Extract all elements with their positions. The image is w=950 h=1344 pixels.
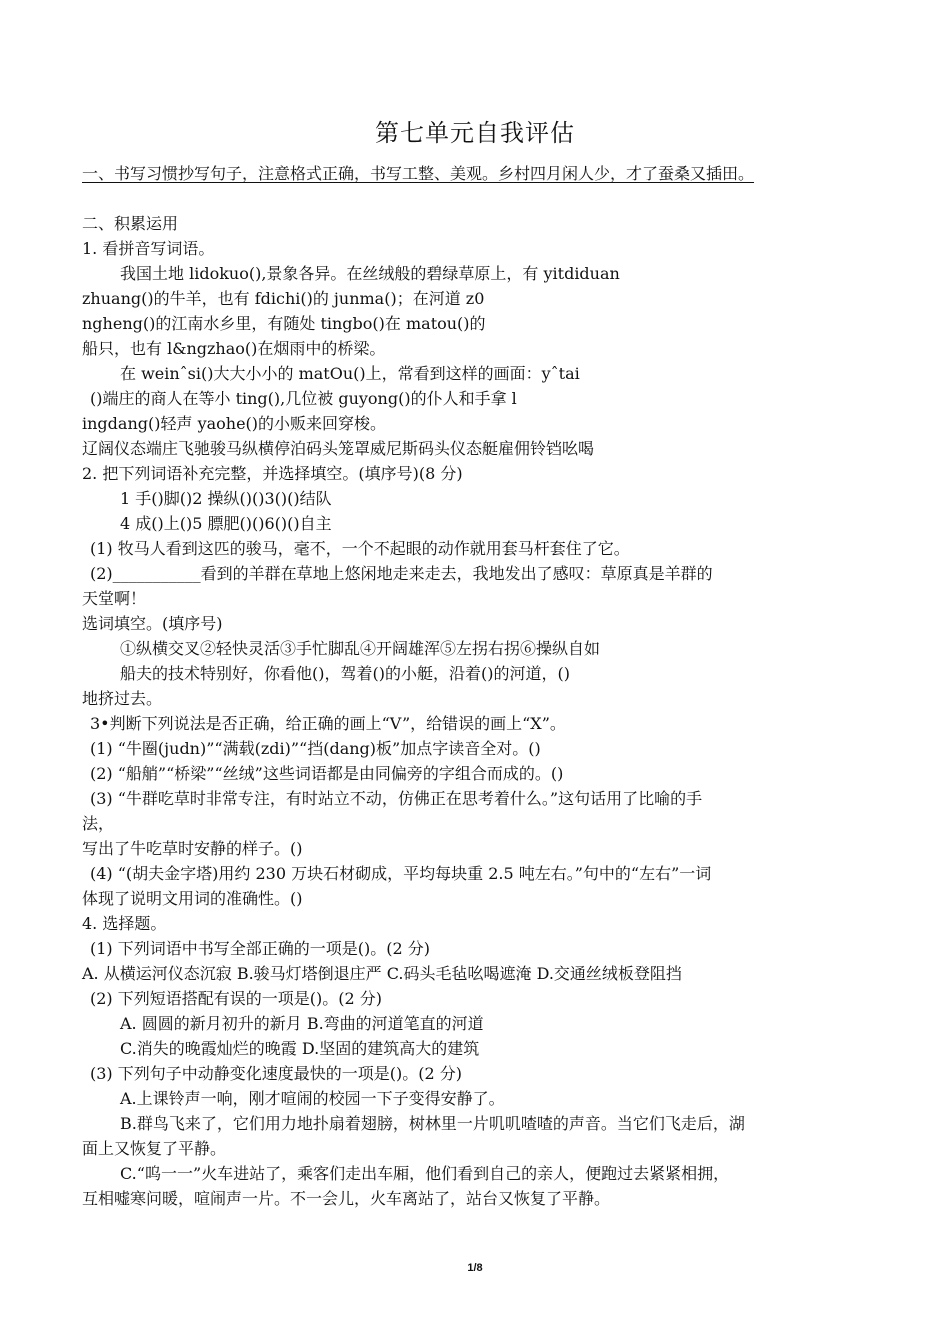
text-line: (2) 下列短语搭配有误的一项是()。(2 分) — [90, 989, 382, 1008]
text-line: A. 从横运河仪态沉寂 B.骏马灯塔倒退庄严 C.码头毛毡吆喝遮淹 D.交通丝绒板登阻挡 — [82, 964, 682, 983]
text-line: (3) 下列句子中动静变化速度最快的一项是()。(2 分) — [90, 1064, 462, 1083]
text-line: A.上课铃声一响，刚才喧闹的校园一下子变得安静了。 — [120, 1089, 505, 1108]
options-line: ①纵横交叉②轻快灵活③手忙脚乱④开阔雄浑⑤左拐右拐⑥操纵自如 — [120, 639, 601, 658]
text-line: 我国土地 lidokuo(),景象各异。在丝绒般的碧绿草原上，有 yitdiduan — [120, 264, 620, 283]
text-line: (1) “牛圈(judn)”“满载(zdi)”“挡(dang)板”加点字读音全对。() — [90, 739, 541, 758]
text-line: ()端庄的商人在等小 ting(),几位被 guyong()的仆人和手拿 l — [90, 389, 517, 408]
text-line: (2)___________看到的羊群在草地上悠闲地走来走去，我地发出了感叹：草原真是羊群的 — [90, 564, 713, 583]
text-line: A. 圆圆的新月初升的新月 B.弯曲的河道笔直的河道 — [120, 1014, 484, 1033]
text-line: 面上又恢复了平静。 — [82, 1139, 227, 1158]
text-line: 1 手()脚()2 操纵()()3()()结队 — [120, 489, 332, 508]
text-line: 体现了说明文用词的准确性。() — [82, 889, 303, 908]
text-line: ingdang()轻声 yaohe()的小贩来回穿梭。 — [82, 414, 387, 433]
text-line: 4 成()上()5 膘肥()()6()()自主 — [120, 514, 332, 533]
text-line: 互相嘘寒问暖，喧闹声一片。不一会儿，火车离站了，站台又恢复了平静。 — [82, 1189, 611, 1208]
text-line: (1) 牧马人看到这匹的骏马，毫不，一个不起眼的动作就用套马杆套住了它。 — [90, 539, 630, 558]
text-line: (2) “船艄”“桥梁”“丝绒”这些词语都是由同偏旁的字组合而成的。() — [90, 764, 564, 783]
text-line: 写出了牛吃草时安静的样子。() — [82, 839, 303, 858]
question-4-heading: 4. 选择题。 — [82, 914, 167, 933]
text-line: 地挤过去。 — [82, 689, 163, 708]
section-2-heading: 二、积累运用 — [82, 214, 179, 233]
text-line: 在 weinˆsi()大大小小的 matOu()上，常看到这样的画面：yˆtai — [120, 364, 580, 383]
text-line: (4) “(胡夫金字塔)用约 230 万块石材砌成，平均每块重 2.5 吨左右。”句中的“左右”一词 — [90, 864, 712, 883]
question-1-heading: 1. 看拼音写词语。 — [82, 239, 215, 258]
text-line: 船只，也有 l&ngzhao()在烟雨中的桥梁。 — [82, 339, 386, 358]
text-line: 天堂啊！ — [82, 589, 147, 608]
question-3-heading: 3•判断下列说法是否正确，给正确的画上“V”，给错误的画上“X”。 — [90, 714, 566, 733]
text-line: ngheng()的江南水乡里，有随处 tingbo()在 matou()的 — [82, 314, 486, 333]
question-2-heading: 2. 把下列词语补充完整，并选择填空。(填序号)(8 分) — [82, 464, 463, 483]
text-line: 法， — [82, 814, 115, 833]
text-line: zhuang()的牛羊，也有 fdichi()的 junma()；在河道 z0 — [82, 289, 485, 308]
page-number: 1/8 — [467, 1262, 483, 1274]
section-1-heading: 一、书写习惯抄写句子，注意格式正确，书写工整、美观。乡村四月闲人少，才了蚕桑又插田。 — [82, 164, 755, 183]
text-line: B.群鸟飞来了，它们用力地扑扇着翅膀，树林里一片叽叽喳喳的声音。当它们飞走后，湖 — [120, 1114, 745, 1133]
text-line: 船夫的技术特别好，你看他()，驾着()的小艇，沿着()的河道，() — [120, 664, 570, 683]
text-line: (3) “牛群吃草时非常专注，有时站立不动，仿佛正在思考着什么。”这句话用了比喻的手 — [90, 789, 703, 808]
text-line: C.消失的晚霞灿烂的晚霞 D.坚固的建筑高大的建筑 — [120, 1039, 480, 1058]
word-bank: 辽阔仪态端庄飞驰骏马纵横停泊码头笼罩威尼斯码头仪态艇雇佣铃铛吆喝 — [82, 439, 595, 458]
text-line: C.“呜一一”火车进站了，乘客们走出车厢，他们看到自己的亲人，便跑过去紧紧相拥， — [120, 1164, 730, 1183]
text-line: (1) 下列词语中书写全部正确的一项是()。(2 分) — [90, 939, 430, 958]
text-line: 选词填空。(填序号) — [82, 614, 223, 633]
page-title: 第七单元自我评估 — [375, 119, 575, 147]
